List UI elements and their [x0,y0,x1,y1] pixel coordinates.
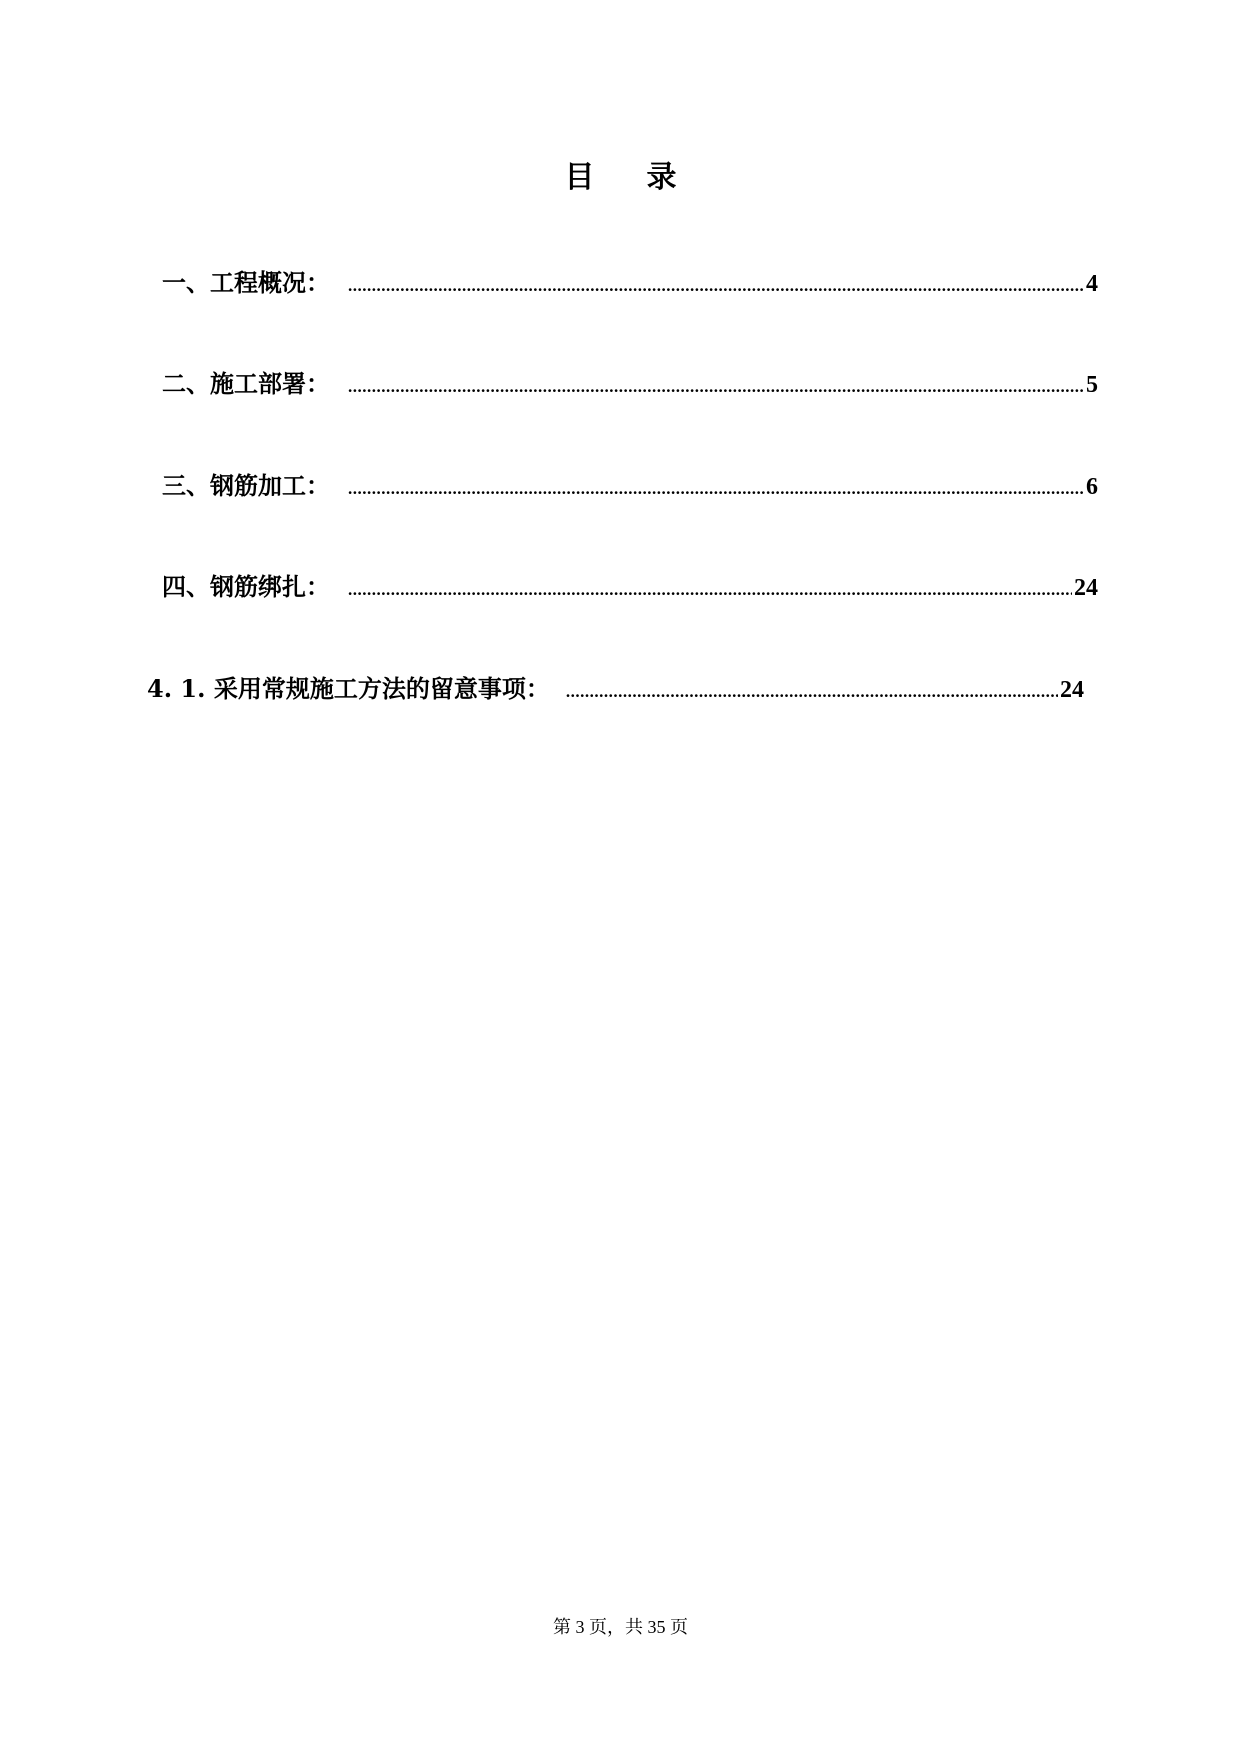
toc-entry-label: 三、钢筋加工： [162,471,330,500]
toc-entry-conventional-method-notes[interactable] [147,672,1084,709]
toc-dot-leader [348,370,1084,404]
toc-entry-label: 一、工程概况： [162,268,330,297]
toc-dot-leader [348,269,1084,303]
toc-entry-project-overview[interactable] [162,266,1098,303]
toc-entry-rebar-binding[interactable] [162,570,1098,607]
toc-entry-label: 四、钢筋绑扎： [162,572,330,601]
toc-title [0,158,1241,198]
toc-entry-page-number: 24 [1060,677,1084,703]
toc-entry-page-number: 6 [1086,474,1098,500]
toc-dot-leader [566,675,1058,709]
toc-entry-page-number: 24 [1074,575,1098,601]
toc-entry-rebar-processing[interactable] [162,469,1098,506]
toc-entry-label: 4. 1. 采用常规施工方法的留意事项： [147,674,550,703]
toc-entry-construction-deployment[interactable] [162,367,1098,404]
toc-title-char-2: 录 [646,160,677,195]
toc-title-char-1: 目 [564,160,595,195]
toc-dot-leader [348,573,1072,607]
toc-entry-page-number: 4 [1086,271,1098,297]
page-footer: 第 3 页，共 35 页 [553,1617,688,1637]
toc-entry-label: 二、施工部署： [162,369,330,398]
toc-entry-page-number: 5 [1086,372,1098,398]
toc-dot-leader [348,472,1084,506]
